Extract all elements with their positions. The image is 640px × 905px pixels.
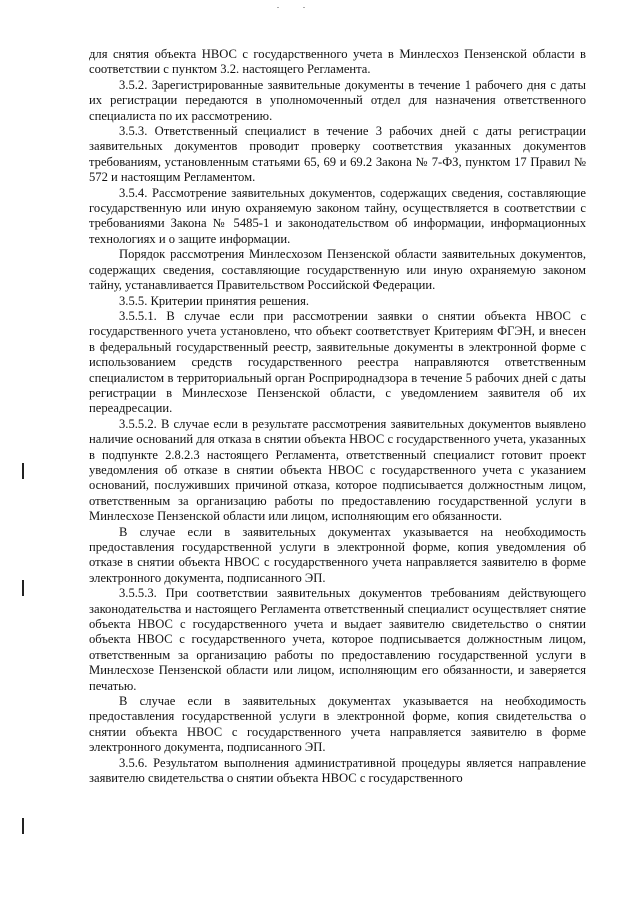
margin-change-bar [22, 580, 24, 596]
scan-speck [303, 7, 305, 8]
paragraph-3-5-5-3: 3.5.5.3. При соответствии заявительных документов требованиям действующего законодательства и настоящего Регламента ответственный специалист осуществляет снятие объекта НВОС с государственного учета и выдает заявителю свидетельство о снятии объекта НВОС с государственного учета, которое подписывается должностным лицом, ответственным за организацию работы по предоставлению государственной услуги в Минлесхозе Пензенской области или лицом, исполняющим его обязанности, и заверяется печатью. [89, 586, 586, 693]
paragraph-refusal-electronic: В случае если в заявительных документах указывается на необходимость предоставления государственной услуги в электронной форме, копия уведомления об отказе в снятии объекта НВОС с государственного учета направляется заявителю в форме электронного документа, подписанного ЭП. [89, 524, 586, 585]
paragraph-3-5-2: 3.5.2. Зарегистрированные заявительные документы в течение 1 рабочего дня с даты их регистрации передаются в уполномоченный отдел для назначения ответственного специалиста по их рассмотрению. [89, 77, 586, 123]
paragraph-3-5-3: 3.5.3. Ответственный специалист в течение 3 рабочих дней с даты регистрации заявительных документов проводит проверку соответствия указанных документов требованиям, установленным статьями 65, 69 и 69.2 Закона № 7-ФЗ, пунктом 17 Правил № 572 и настоящим Регламентом. [89, 124, 586, 185]
paragraph-3-5-5-2: 3.5.5.2. В случае если в результате рассмотрения заявительных документов выявлено наличие оснований для отказа в снятии объекта НВОС с государственного учета, указанных в подпункте 2.8.2.3 настоящего Регламента, ответственный специалист готовит проект уведомления об отказе в снятии объекта НВОС с государственного учета с указанием оснований, послуживших причиной отказа, которое подписывается должностным лицом, ответственным за организацию работы по предоставлению государственной услуги в Минлесхозе Пензенской области или лицом, исполняющим его обязанности. [89, 416, 586, 524]
margin-change-bar [22, 818, 24, 834]
paragraph-continuation: для снятия объекта НВОС с государственного учета в Минлесхоз Пензенской области в соответствии с пунктом 3.2. настоящего Регламента. [89, 47, 586, 77]
paragraph-certificate-electronic: В случае если в заявительных документах указывается на необходимость предоставления государственной услуги в электронной форме, копия свидетельства о снятии объекта НВОС с государственного учета направляется заявителю в форме электронного документа, подписанного ЭП. [89, 694, 586, 755]
paragraph-secrecy-procedure: Порядок рассмотрения Минлесхозом Пензенской области заявительных документов, содержащих сведения, составляющие государственную или иную охраняемую законом тайну, устанавливается Правительством Российской Федерации. [89, 247, 586, 293]
document-page [89, 47, 586, 787]
margin-change-bar [22, 463, 24, 479]
paragraph-3-5-5-1: 3.5.5.1. В случае если при рассмотрении заявки о снятии объекта НВОС с государственного учета установлено, что объект соответствует Критериям ФГЭН, и внесен в федеральный государственный реестр, заявительные документы в электронной форме с использованием средств государственного реестра направляются ответственным специалистом в территориальный орган Росприроднадзора в течение 5 рабочих дней с даты регистрации в Минлесхозе Пензенской области, с уведомлением заявителя об их переадресации. [89, 308, 586, 416]
paragraph-3-5-5: 3.5.5. Критерии принятия решения. [119, 293, 310, 308]
scan-speck [277, 7, 279, 8]
paragraph-3-5-6: 3.5.6. Результатом выполнения административной процедуры является направление заявителю свидетельства о снятии объекта НВОС с государственного [89, 755, 586, 786]
paragraph-3-5-4: 3.5.4. Рассмотрение заявительных документов, содержащих сведения, составляющие государственную или иную охраняемую законом тайну, осуществляется в соответствии с требованиями Закона № 5485-1 и законодательством об информации, информационных технологиях и о защите информации. [89, 185, 586, 246]
